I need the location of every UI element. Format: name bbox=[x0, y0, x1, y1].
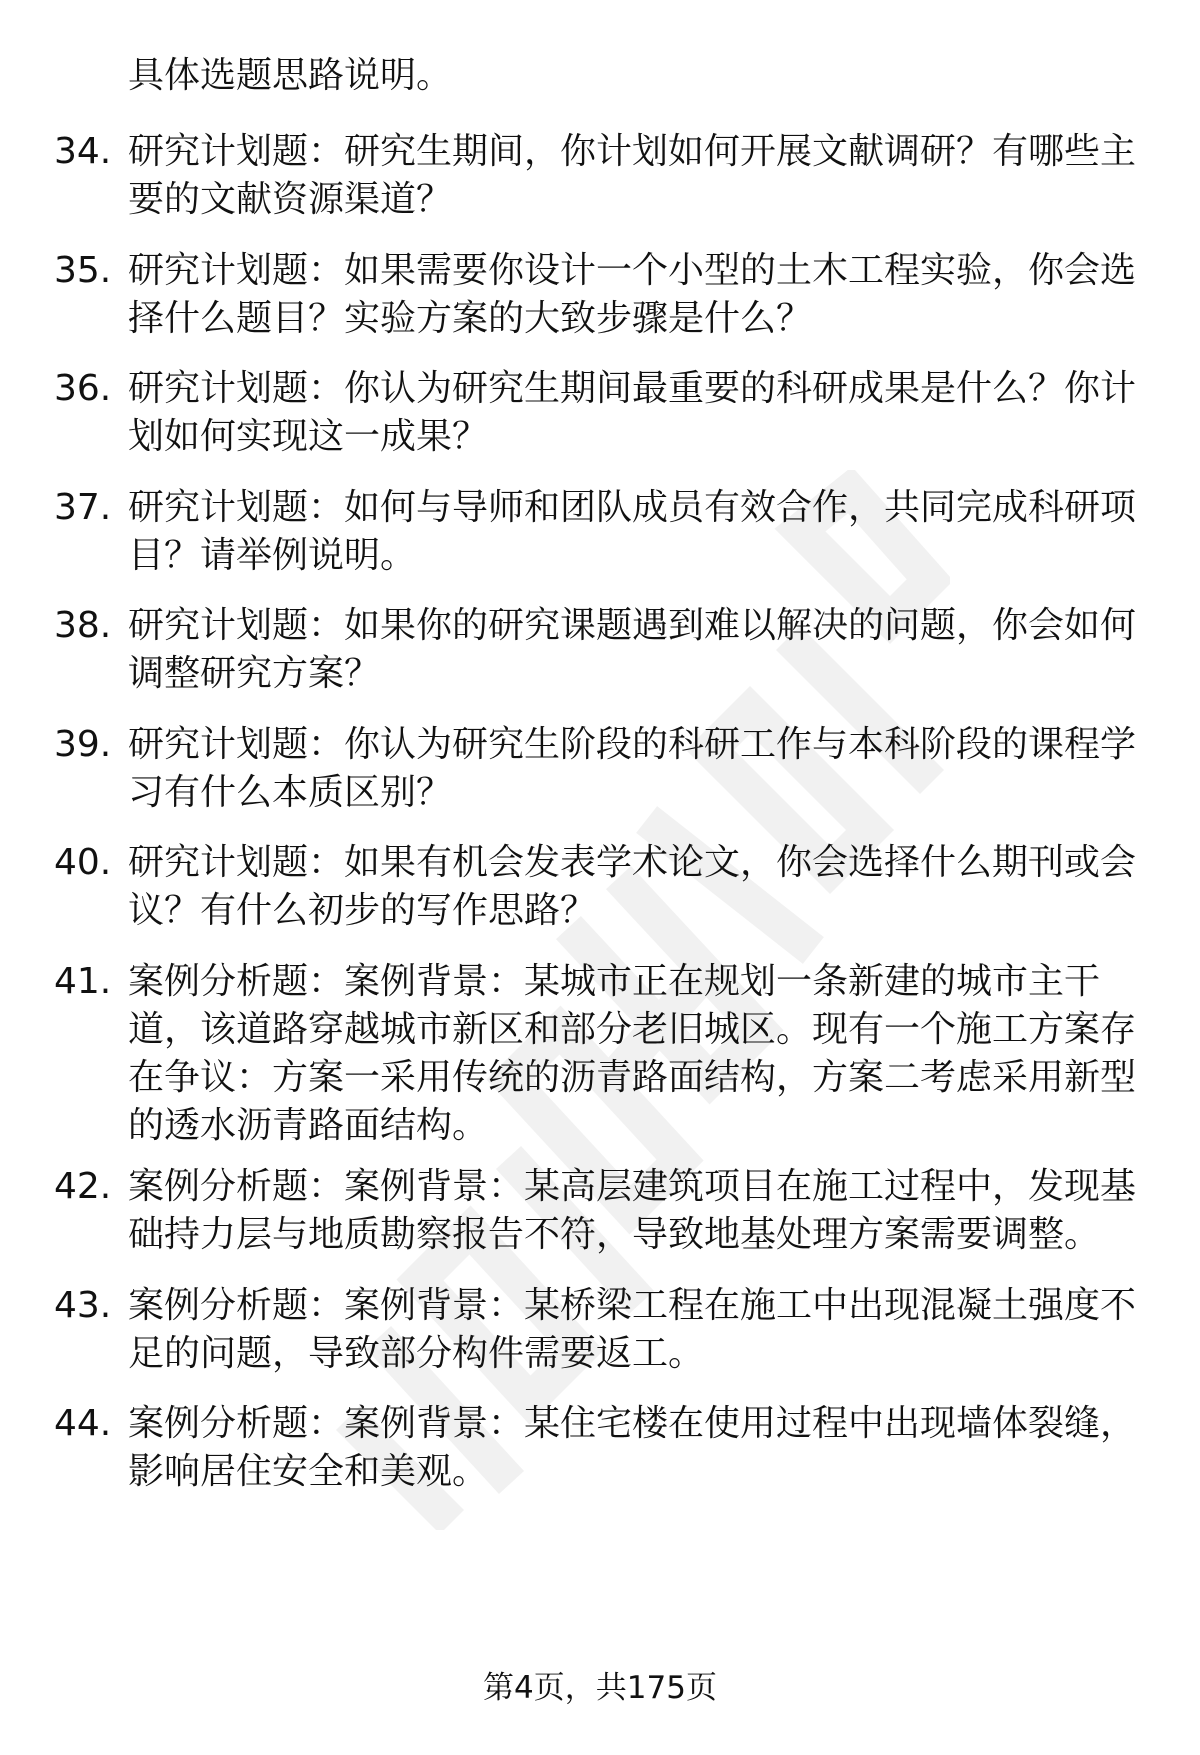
question-number: 43. bbox=[54, 1285, 112, 1326]
question-line: 研究计划题：如何与导师和团队成员有效合作，共同完成科研项 bbox=[128, 487, 1137, 528]
question-line: 研究计划题：你认为研究生期间最重要的科研成果是什么？你计 bbox=[128, 368, 1137, 409]
question-text bbox=[128, 484, 1148, 580]
question-line: 研究计划题：如果需要你设计一个小型的土木工程实验，你会选 bbox=[128, 250, 1137, 291]
question-line: 影响居住安全和美观。 bbox=[128, 1451, 489, 1492]
question-text bbox=[128, 721, 1148, 817]
question-line: 择什么题目？实验方案的大致步骤是什么？ bbox=[128, 298, 813, 339]
question-number: 42. bbox=[54, 1166, 112, 1207]
question-line: 调整研究方案？ bbox=[128, 653, 381, 694]
question-text bbox=[128, 247, 1148, 343]
question-line: 案例分析题：案例背景：某城市正在规划一条新建的城市主干 bbox=[128, 961, 1101, 1002]
question-number: 34. bbox=[54, 131, 112, 172]
question-number: 38. bbox=[54, 605, 112, 646]
question-line: 研究计划题：你认为研究生阶段的科研工作与本科阶段的课程学 bbox=[128, 724, 1137, 765]
question-text bbox=[128, 1163, 1148, 1259]
question-line: 研究计划题：如果你的研究课题遇到难以解决的问题，你会如何 bbox=[128, 605, 1137, 646]
question-line: 研究计划题：研究生期间，你计划如何开展文献调研？有哪些主 bbox=[128, 131, 1137, 172]
question-text bbox=[128, 602, 1148, 698]
question-line: 足的问题，导致部分构件需要返工。 bbox=[128, 1333, 705, 1374]
question-line: 道，该道路穿越城市新区和部分老旧城区。现有一个施工方案存 bbox=[128, 1009, 1137, 1050]
question-line: 议？有什么初步的写作思路？ bbox=[128, 890, 597, 931]
question-number: 39. bbox=[54, 724, 112, 765]
question-number: 37. bbox=[54, 487, 112, 528]
question-line: 案例分析题：案例背景：某高层建筑项目在施工过程中，发现基 bbox=[128, 1166, 1137, 1207]
question-line: 案例分析题：案例背景：某桥梁工程在施工中出现混凝土强度不 bbox=[128, 1285, 1137, 1326]
question-line: 的透水沥青路面结构。 bbox=[128, 1105, 489, 1146]
question-text bbox=[128, 839, 1148, 935]
question-line: 研究计划题：如果有机会发表学术论文，你会选择什么期刊或会 bbox=[128, 842, 1137, 883]
question-line: 目？请举例说明。 bbox=[128, 535, 417, 576]
question-number: 35. bbox=[54, 250, 112, 291]
question-line: 案例分析题：案例背景：某住宅楼在使用过程中出现墙体裂缝， bbox=[128, 1403, 1137, 1444]
question-text bbox=[128, 365, 1148, 461]
question-text bbox=[128, 128, 1148, 224]
question-number: 36. bbox=[54, 368, 112, 409]
question-line: 要的文献资源渠道？ bbox=[128, 179, 453, 220]
question-text bbox=[128, 1282, 1148, 1378]
question-line: 在争议：方案一采用传统的沥青路面结构，方案二考虑采用新型 bbox=[128, 1057, 1137, 1098]
question-line: 划如何实现这一成果？ bbox=[128, 416, 489, 457]
question-number: 40. bbox=[54, 842, 112, 883]
page-number-footer: 第4页，共175页 bbox=[483, 1670, 717, 1706]
question-number: 41. bbox=[54, 961, 112, 1002]
question-text bbox=[128, 1400, 1148, 1496]
question-line: 习有什么本质区别？ bbox=[128, 772, 453, 813]
question-line: 础持力层与地质勘察报告不符，导致地基处理方案需要调整。 bbox=[128, 1214, 1101, 1255]
question-number: 44. bbox=[54, 1403, 112, 1444]
question-text bbox=[128, 958, 1148, 1150]
continued-line: 具体选题思路说明。 bbox=[128, 55, 453, 96]
